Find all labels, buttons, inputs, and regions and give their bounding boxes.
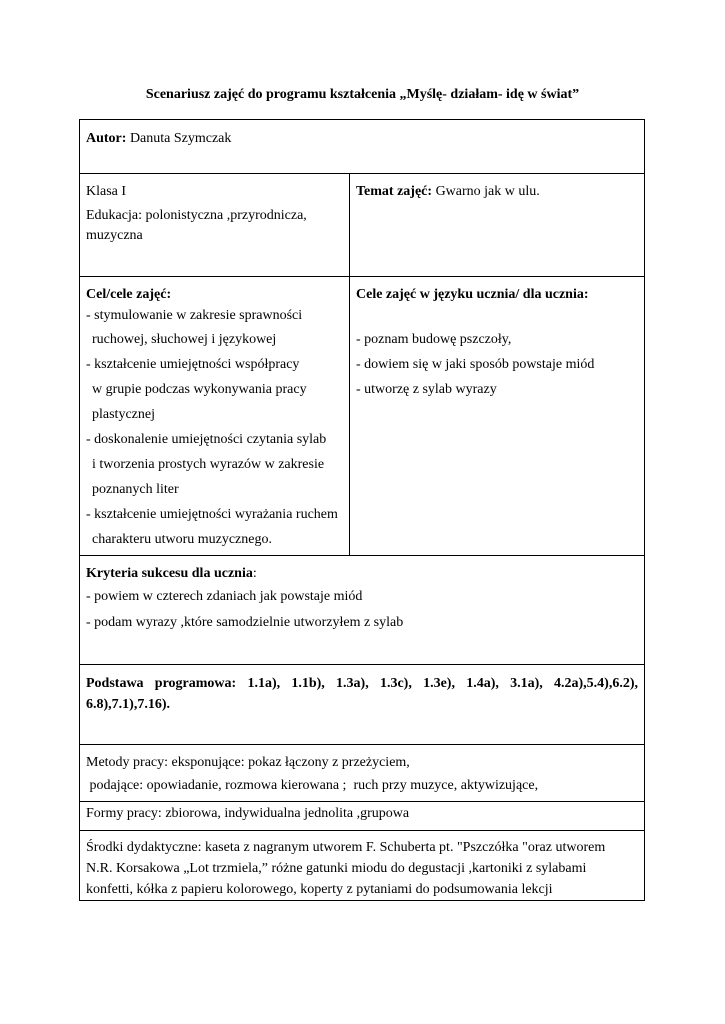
goal-line: - doskonalenie umiejętności czytania sylab xyxy=(86,432,327,447)
student-goal-item: - utworzę z sylab wyrazy xyxy=(356,382,497,397)
goal-line: - kształcenie umiejętności współpracy xyxy=(86,357,300,372)
goal-line: - kształcenie umiejętności wyrażania ruchem xyxy=(86,507,338,522)
success-criteria-colon: : xyxy=(252,566,257,581)
means-line-1: Środki dydaktyczne: kaseta z nagranym utworem F. Schuberta pt. "Pszczółka "oraz utworem xyxy=(86,840,606,855)
means-line-3: konfetti, kółka z papieru kolorowego, koperty z pytaniami do podsumowania lekcji xyxy=(86,882,553,897)
goals-cell xyxy=(80,277,350,556)
methods-line-1: Metody pracy: eksponujące: pokaz łączony z przeżyciem, xyxy=(86,755,410,770)
student-goal-item: - poznam budowę pszczoły, xyxy=(356,332,512,347)
means-row xyxy=(80,831,645,901)
class-topic-row xyxy=(80,174,645,277)
topic-cell xyxy=(350,174,645,277)
goal-line: plastycznej xyxy=(92,407,155,422)
curriculum-cell xyxy=(80,665,645,745)
topic-value: Gwarno jak w ulu. xyxy=(435,184,540,199)
education-line-1: Edukacja: polonistyczna ,przyrodnicza, xyxy=(86,208,307,223)
student-goals-cell xyxy=(350,277,645,556)
goal-line: w grupie podczas wykonywania pracy xyxy=(92,382,307,397)
means-line-2: N.R. Korsakowa „Lot trzmiela,” różne gatunki miodu do degustacji ,kartoniki z sylabami xyxy=(86,861,587,876)
lesson-plan-table xyxy=(79,119,645,901)
curriculum-line-1: Podstawa programowa: 1.1a), 1.1b), 1.3a), 1.3c), 1.3e), 1.4a), 3.1a), 4.2a),5.4),6.2), xyxy=(86,676,638,691)
author-label: Autor: xyxy=(86,131,127,146)
success-criteria-cell xyxy=(80,556,645,665)
goal-line: charakteru utworu muzycznego. xyxy=(92,532,272,547)
goals-label: Cel/cele zajęć: xyxy=(86,287,172,302)
methods-row xyxy=(80,745,645,802)
goal-line: i tworzenia prostych wyrazów w zakresie xyxy=(92,457,325,472)
forms-row xyxy=(80,802,645,831)
author-cell xyxy=(80,120,645,174)
success-criteria-item: - powiem w czterech zdaniach jak powstaje miód xyxy=(86,589,363,604)
goal-line: ruchowej, słuchowej i językowej xyxy=(92,332,277,347)
forms-cell xyxy=(80,802,645,831)
success-criteria-item: - podam wyrazy ,które samodzielnie utworzyłem z sylab xyxy=(86,615,404,630)
author-row xyxy=(80,120,645,174)
curriculum-row xyxy=(80,665,645,745)
class-line: Klasa I xyxy=(86,184,127,199)
student-goal-item: - dowiem się w jaki sposób powstaje miód xyxy=(356,357,595,372)
education-line-2: muzyczna xyxy=(86,228,143,243)
goals-row xyxy=(80,277,645,556)
student-goals-label: Cele zajęć w języku ucznia/ dla ucznia: xyxy=(356,287,589,302)
forms-text: Formy pracy: zbiorowa, indywidualna jednolita ,grupowa xyxy=(86,806,410,821)
document-title: Scenariusz zajęć do programu kształcenia „Myślę- działam- idę w świat” xyxy=(145,87,580,102)
methods-cell xyxy=(80,745,645,802)
author-name: Danuta Szymczak xyxy=(129,131,232,146)
success-criteria-label: Kryteria sukcesu dla ucznia xyxy=(86,566,253,581)
goal-line: poznanych liter xyxy=(92,482,179,497)
methods-line-2: podające: opowiadanie, rozmowa kierowana ; ruch przy muzyce, aktywizujące, xyxy=(86,778,539,793)
curriculum-line-2: 6.8),7.1),7.16). xyxy=(86,697,170,712)
means-cell xyxy=(80,831,645,901)
goal-line: - stymulowanie w zakresie sprawności xyxy=(86,308,303,323)
success-criteria-row xyxy=(80,556,645,665)
class-info-cell xyxy=(80,174,350,277)
topic-label: Temat zajęć: xyxy=(356,184,433,199)
